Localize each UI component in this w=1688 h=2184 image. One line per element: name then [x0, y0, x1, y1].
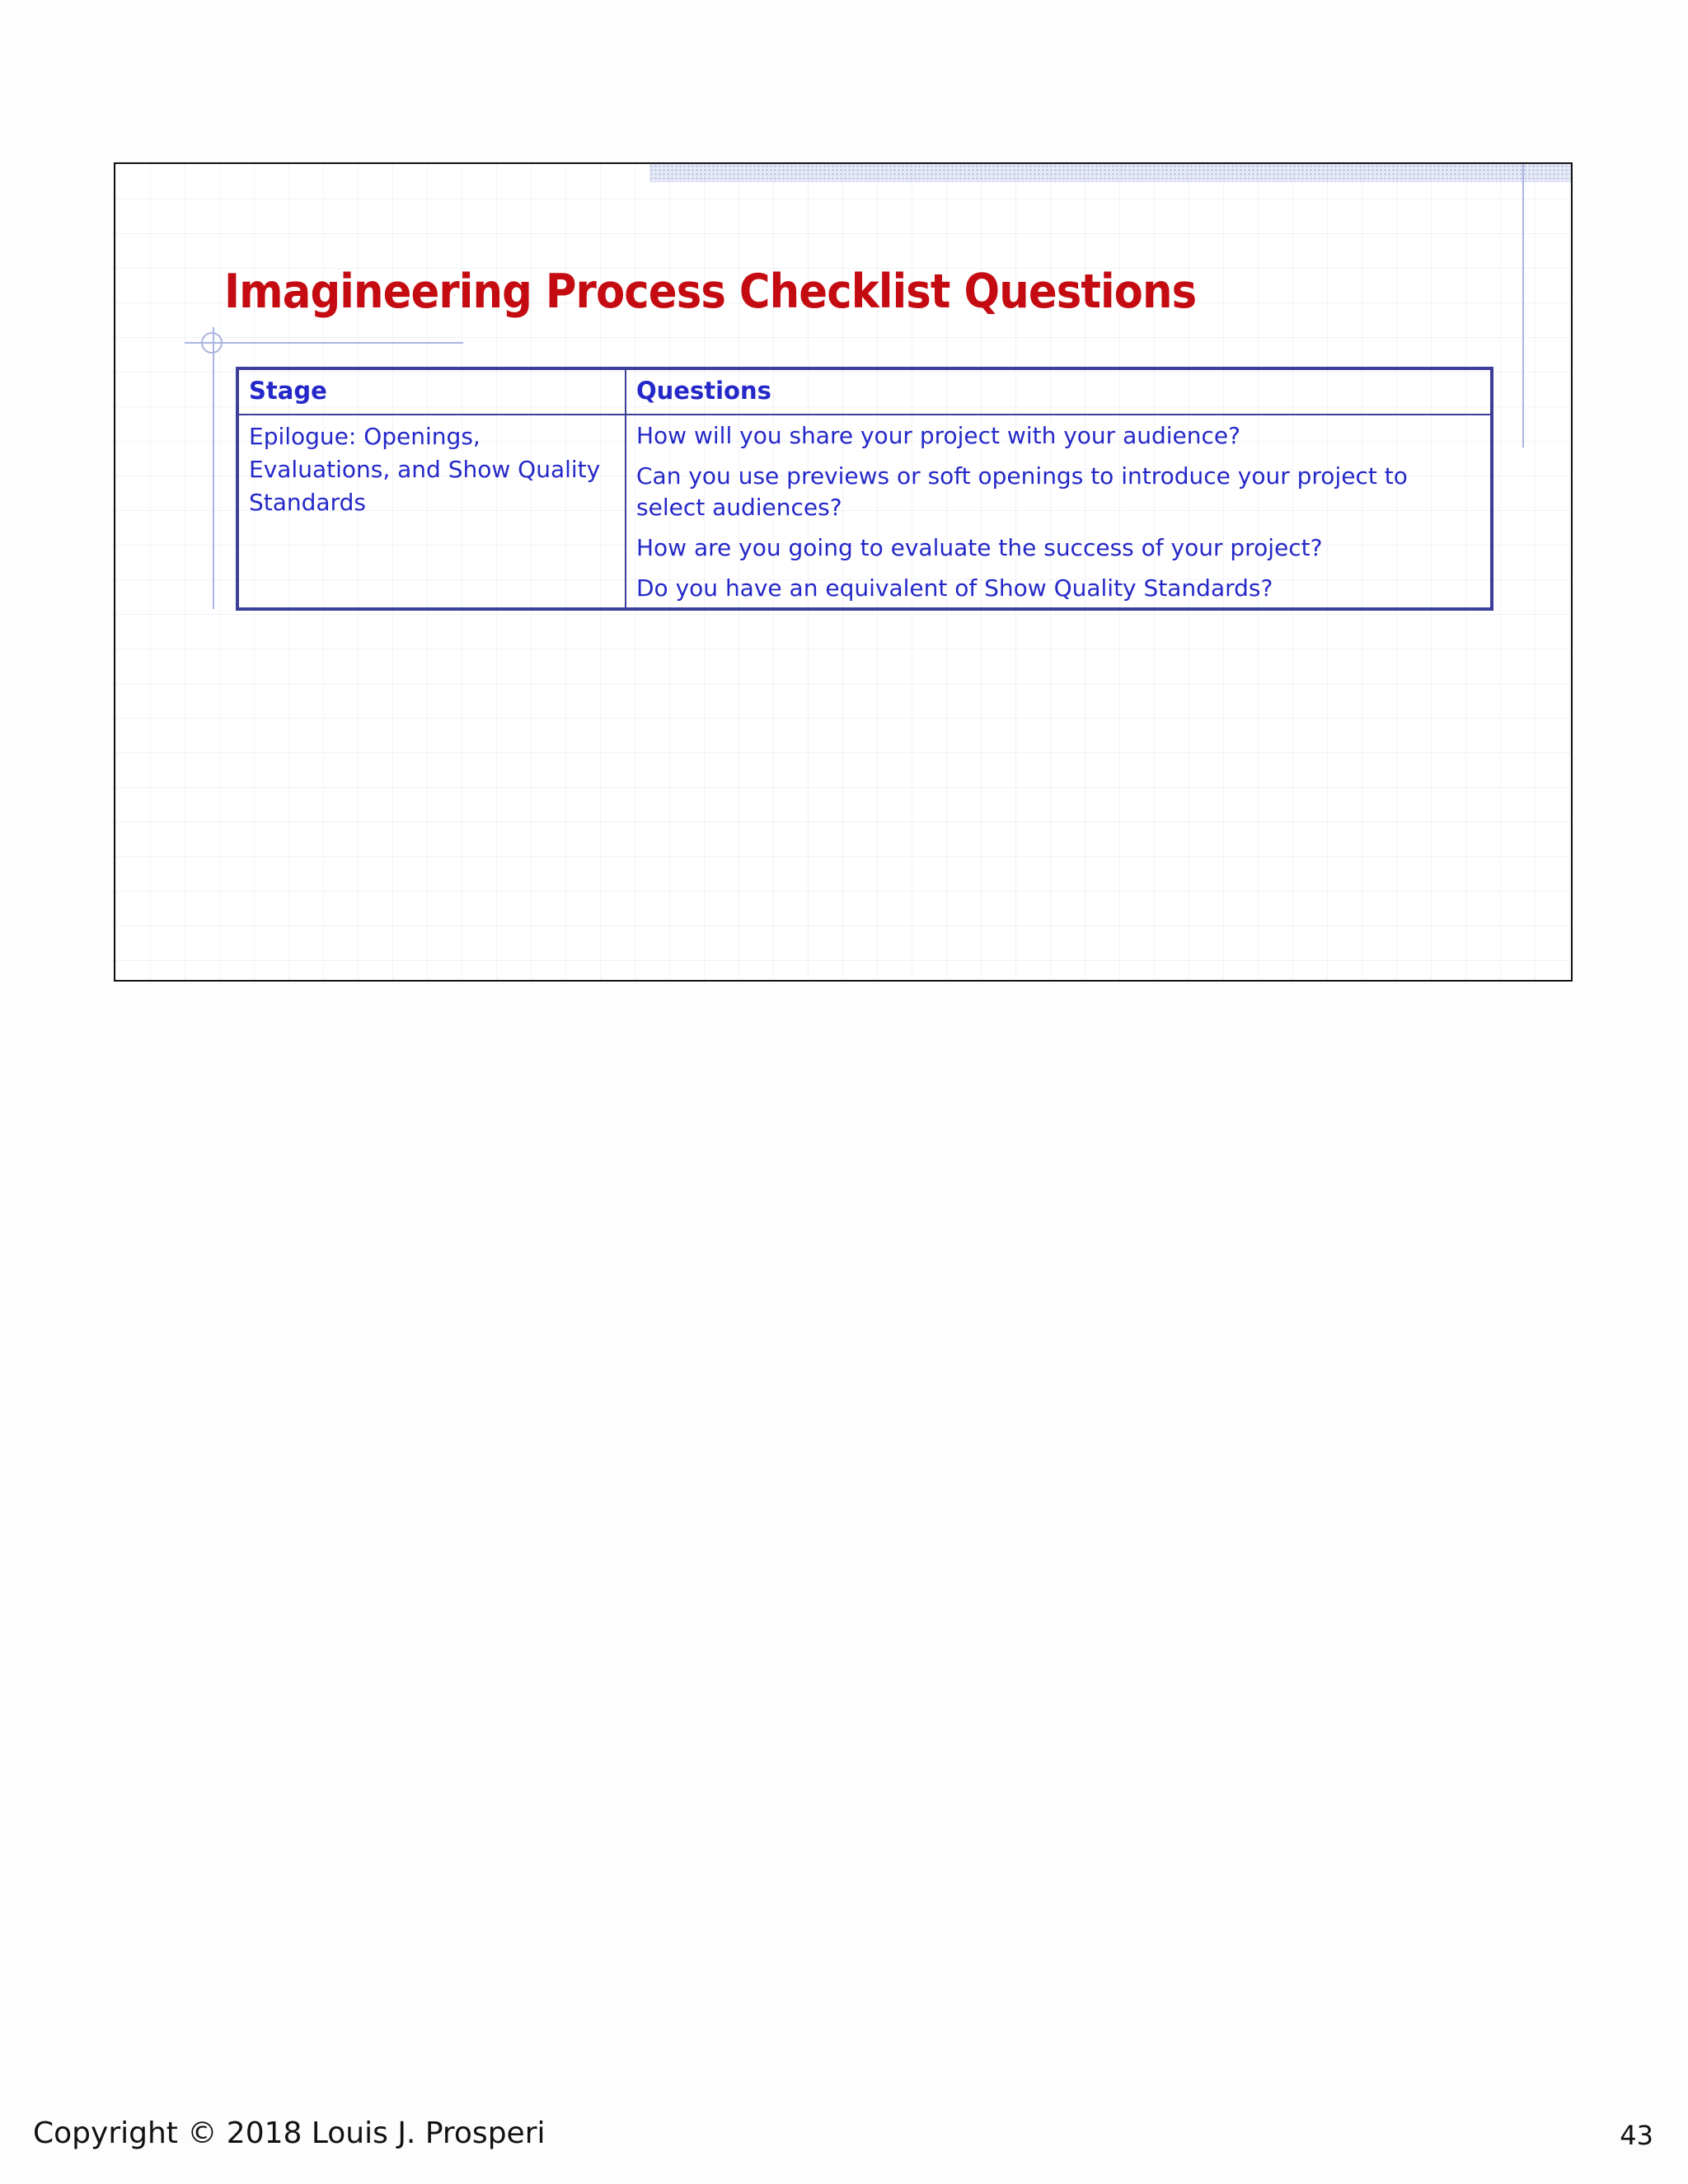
decorative-line: [213, 327, 214, 609]
decorative-line: [1522, 164, 1524, 448]
slide: [114, 162, 1573, 982]
table-header-row: [237, 368, 1492, 415]
question-item: How will you share your project with your audience?: [636, 422, 1241, 449]
slide-title: Imagineering Process Checklist Questions: [224, 265, 1197, 319]
question-item: Can you use previews or soft openings to introduce your project to select audiences?: [636, 462, 1408, 521]
decorative-band: [649, 164, 1571, 182]
table-row: [237, 415, 1492, 609]
page-number: 43: [1620, 2120, 1653, 2151]
copyright-notice: Copyright © 2018 Louis J. Prosperi: [33, 2116, 546, 2150]
checklist-table: [236, 367, 1493, 611]
stage-cell: Epilogue: Openings, Evaluations, and Show Quality Standards: [237, 415, 626, 609]
questions-cell: [626, 415, 1492, 609]
question-item: How are you going to evaluate the success of your project?: [636, 534, 1323, 561]
header-questions: Questions: [626, 368, 1492, 415]
question-item: Do you have an equivalent of Show Quality Standards?: [636, 574, 1273, 602]
decorative-line: [185, 342, 463, 344]
crosshair-icon: [201, 332, 223, 354]
header-stage: Stage: [237, 368, 626, 415]
